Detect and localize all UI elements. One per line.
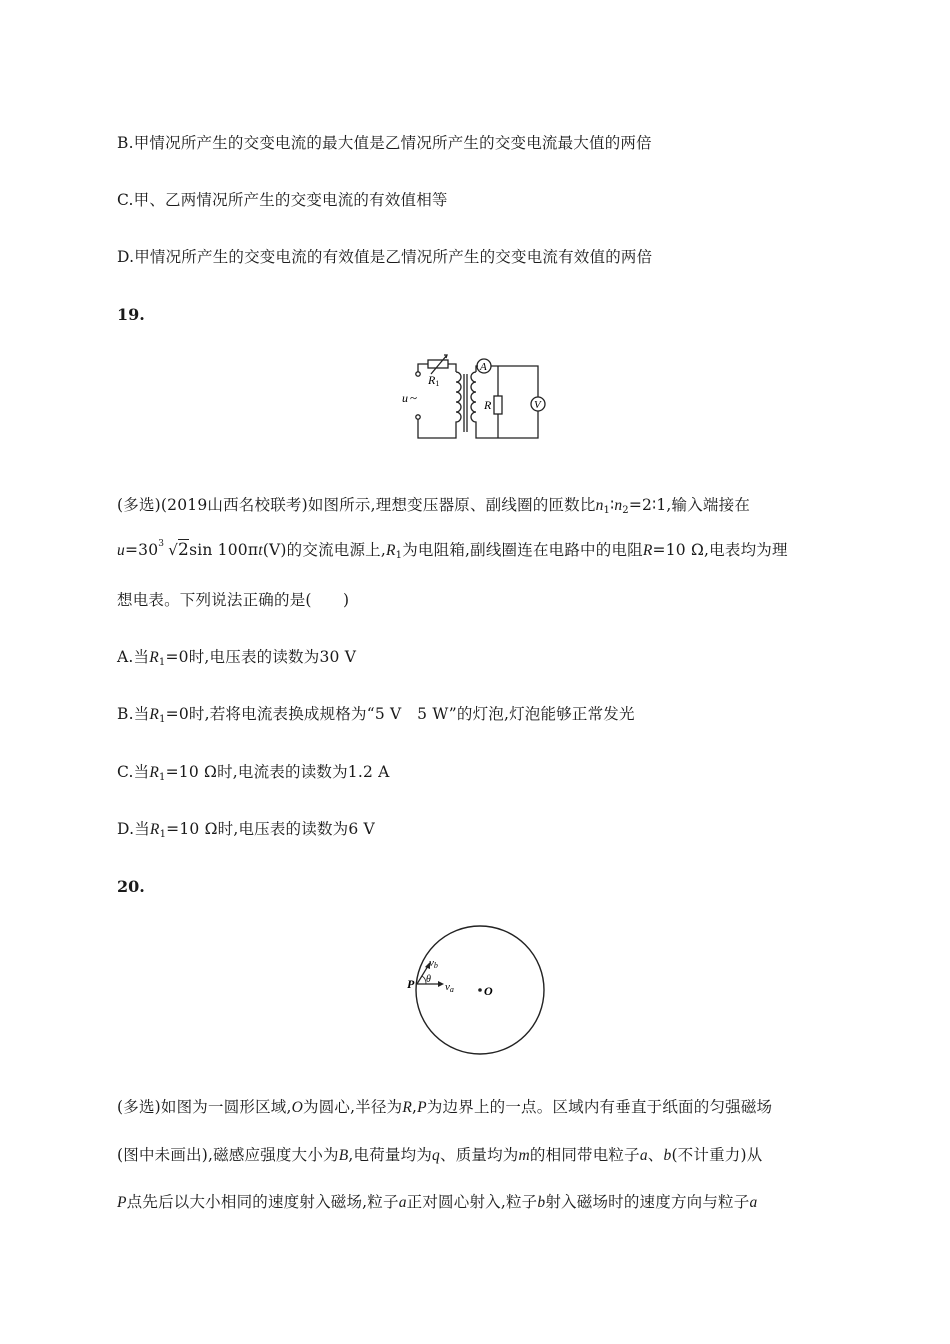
voltmeter-label: V — [534, 399, 541, 411]
q18-option-d: D.甲情况所产生的交变电流的有效值是乙情况所产生的交变电流有效值的两倍 — [117, 248, 653, 266]
velocity-vb-label: vb — [429, 957, 438, 970]
ac-source-tilde: ~ — [410, 390, 418, 405]
q20-circle-figure — [400, 922, 550, 1058]
q20-stem-line-3: P点先后以大小相同的速度射入磁场,粒子a正对圆心射入,粒子b射入磁场时的速度方向与粒子a — [117, 1193, 758, 1211]
source-u-label: u — [402, 391, 408, 405]
q19-stem-line-3: 想电表。下列说法正确的是( ) — [117, 591, 350, 609]
point-p-label: P — [407, 977, 415, 991]
q19-stem-line-1: (多选)(2019山西名校联考)如图所示,理想变压器原、副线圈的匝数比$n_1∶n_2=2∶1$,输入端接在 — [117, 496, 751, 516]
q20-stem-line-2: (图中未画出),磁感应强度大小为B,电荷量均为q、质量均为m的相同带电粒子a、b(不计重力)从 — [117, 1146, 763, 1164]
resistor-r1-label: R1 — [428, 373, 440, 388]
q19-option-c: C.当$R_1=10$ Ω时,电流表的读数为1.2 A — [117, 763, 390, 783]
q18-option-b: B.甲情况所产生的交变电流的最大值是乙情况所产生的交变电流最大值的两倍 — [117, 134, 652, 152]
q19-number: 19. — [117, 305, 145, 324]
ammeter-label: A — [480, 361, 487, 373]
q20-number: 20. — [117, 877, 145, 896]
q20-stem-line-1: (多选)如图为一圆形区域,O为圆心,半径为R,P为边界上的一点。区域内有垂直于纸面的匀强磁场 — [117, 1098, 773, 1116]
resistor-r-label: R — [484, 398, 492, 412]
q19-option-b: B.当$R_1=0$时,若将电流表换成规格为“5 V 5 W”的灯泡,灯泡能够正常发光 — [117, 705, 635, 725]
angle-theta-label: θ — [426, 974, 431, 985]
q19-circuit-figure — [400, 352, 550, 444]
q19-option-d: D.当$R_1=10$ Ω时,电压表的读数为6 V — [117, 820, 375, 840]
q19-option-a: A.当$R_1=0$时,电压表的读数为30 V — [117, 648, 357, 668]
q18-option-c: C.甲、乙两情况所产生的交变电流的有效值相等 — [117, 191, 448, 209]
sqrt-expression: 3 √2 — [158, 539, 190, 560]
velocity-va-label: va — [445, 981, 454, 994]
center-o-label: O — [484, 984, 493, 998]
q19-stem-line-2: u=30 3 √2sin 100πt(V)的交流电源上$,R_1$为电阻箱,副线圈连在电路中的电阻R=10 Ω,电表均为理 — [117, 539, 788, 561]
